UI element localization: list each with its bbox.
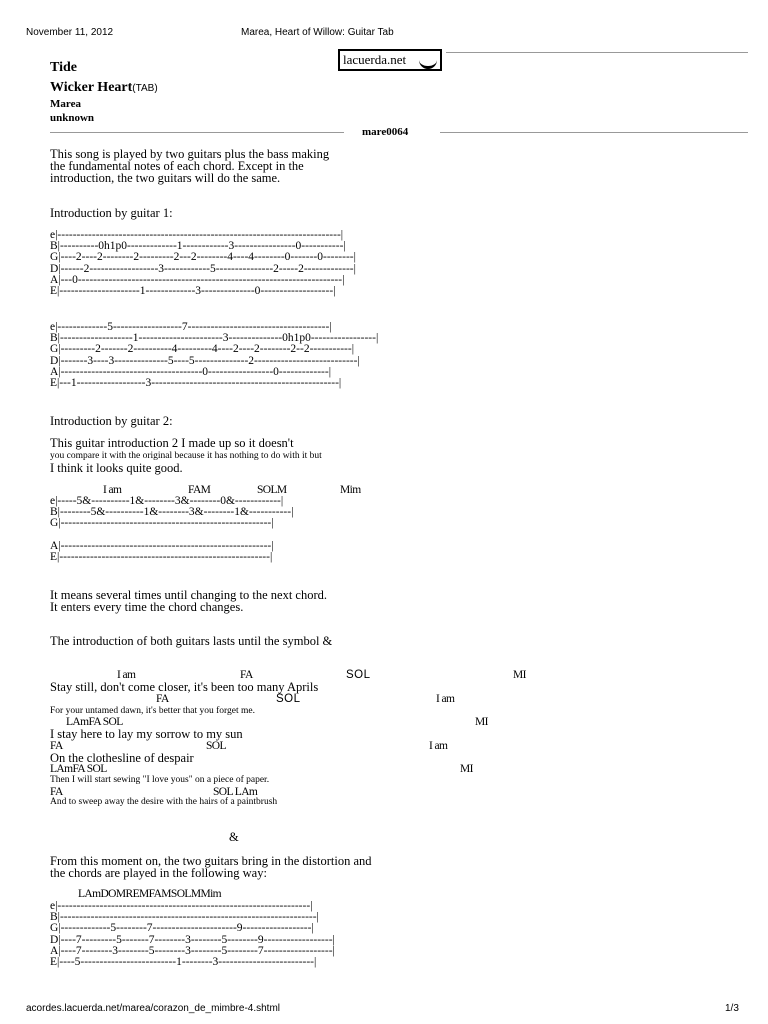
print-title: Marea, Heart of Willow: Guitar Tab (241, 27, 394, 38)
lyric-line-3: I stay here to lay my sorrow to my sun (50, 727, 243, 741)
lyric-line-6: And to sweep away the desire with the hairs of a paintbrush (50, 797, 278, 807)
album-name: unknown (50, 112, 95, 124)
chord-label: I am (429, 740, 448, 752)
chord-label: LAmFA SOL (66, 716, 123, 728)
chord-label: FAM (188, 484, 211, 496)
chord-sequence: LAmDOMREMFAMSOLMMim (78, 888, 222, 900)
chord-label: SOL (346, 669, 371, 681)
user-name[interactable]: mare0064 (362, 126, 409, 138)
chord-label: SOLM (257, 484, 287, 496)
distortion-line-1: From this moment on, the two guitars bring in the distortion and (50, 854, 372, 868)
guitar2-line-1: This guitar introduction 2 I made up so it doesn't (50, 436, 294, 450)
intro-line-3: introduction, the two guitars will do the same. (50, 171, 281, 185)
tab-block-3: e|-----5&----------1&--------3&--------0&------------| B|--------5&----------1&--------3&--------1&-----------| G|-------------------------------------------------------| A|-------------------------------------------------------| E|-------------------------------------------------------| (50, 495, 294, 564)
lyric-line-2: For your untamed dawn, it's better that you forget me. (50, 706, 255, 716)
guitar2-line-3: I think it looks quite good. (50, 461, 183, 475)
song-subtitle: Wicker Heart (50, 80, 133, 95)
lyric-line-5: Then I will start sewing "I love yous" on a piece of paper. (50, 775, 270, 785)
print-date: November 11, 2012 (26, 27, 114, 38)
footer-url[interactable]: acordes.lacuerda.net/marea/corazon_de_mimbre-4.shtml (26, 1003, 281, 1014)
chord-label: FA (240, 669, 253, 681)
chord-label: MI (475, 716, 488, 728)
lyric-line-1: Stay still, don't come closer, it's been too many Aprils (50, 680, 319, 694)
chord-label: FA (50, 786, 63, 798)
chord-label: FA (156, 693, 169, 705)
page-number: 1/3 (725, 1003, 739, 1014)
song-title: Tide (50, 60, 77, 75)
artist-name[interactable]: Marea (50, 98, 81, 110)
song-subtitle-row (50, 78, 158, 96)
tab-block-1: e|--------------------------------------------------------------------------| B|----------0h1p0-------------1------------3----------------0-----------| G|----2----2--------2---------2---2--------4----4--------0-------0--------| D|------2------------------3------------5---------------2-----2-------------| A|---0---------------------------------------------------------------------| E|---------------------1-------------3--------------0-------------------| (50, 229, 356, 298)
ampersand-symbol: & (229, 830, 239, 844)
chord-label: MI (513, 669, 526, 681)
chord-label: I am (117, 669, 136, 681)
user-rule-left (50, 132, 344, 133)
chord-label: SOL LAm (213, 786, 258, 798)
logo-wave-icon (419, 57, 437, 69)
intro-line-2: the fundamental notes of each chord. Except in the (50, 159, 304, 173)
tab-block-2: e|-------------5------------------7-------------------------------------| B|-------------------1----------------------3--------------0h1p0-----------------| G|---------2-------2----------4---------4----2----2--------2--2-----------| D|-------3----3--------------5----5--------------2---------------------------| A|-------------------------------------0-----------------0-------------| E|---1------------------3-------------------------------------------------| (50, 321, 379, 390)
tab-tag: (TAB) (132, 83, 158, 94)
distortion-line-2: the chords are played in the following way: (50, 866, 267, 880)
header-rule (446, 52, 748, 53)
chord-label: FA (50, 740, 63, 752)
chord-label: MI (460, 763, 473, 775)
user-rule-right (440, 132, 748, 133)
explain-line-1: It means several times until changing to the next chord. (50, 588, 328, 602)
chord-label: LAmFA SOL (50, 763, 107, 775)
both-guitars-note: The introduction of both guitars lasts until the symbol & (50, 634, 333, 648)
chord-label: SOL (206, 740, 226, 752)
lacuerda-logo[interactable] (338, 49, 442, 71)
tab-block-4: e|------------------------------------------------------------------| B|-------------------------------------------------------------------| G|-------------5--------7----------------------9------------------| D|----7---------5-------7--------3--------5--------9------------------| A|----7--------3--------5--------3--------5--------7------------------| E|----5-------------------------1--------3-------------------------| (50, 900, 335, 969)
guitar1-heading: Introduction by guitar 1: (50, 206, 173, 220)
intro-line-1: This song is played by two guitars plus the bass making (50, 147, 330, 161)
lyric-line-4: On the clothesline of despair (50, 751, 194, 765)
guitar2-line-2: you compare it with the original because it has nothing to do with it but (50, 451, 322, 461)
chord-label: I am (436, 693, 455, 705)
logo-text: lacuerda.net (343, 52, 407, 67)
explain-line-2: It enters every time the chord changes. (50, 600, 244, 614)
guitar2-heading: Introduction by guitar 2: (50, 414, 173, 428)
chord-label: SOL (276, 693, 301, 705)
chord-label: I am (103, 484, 122, 496)
chord-label: Mim (340, 484, 361, 496)
